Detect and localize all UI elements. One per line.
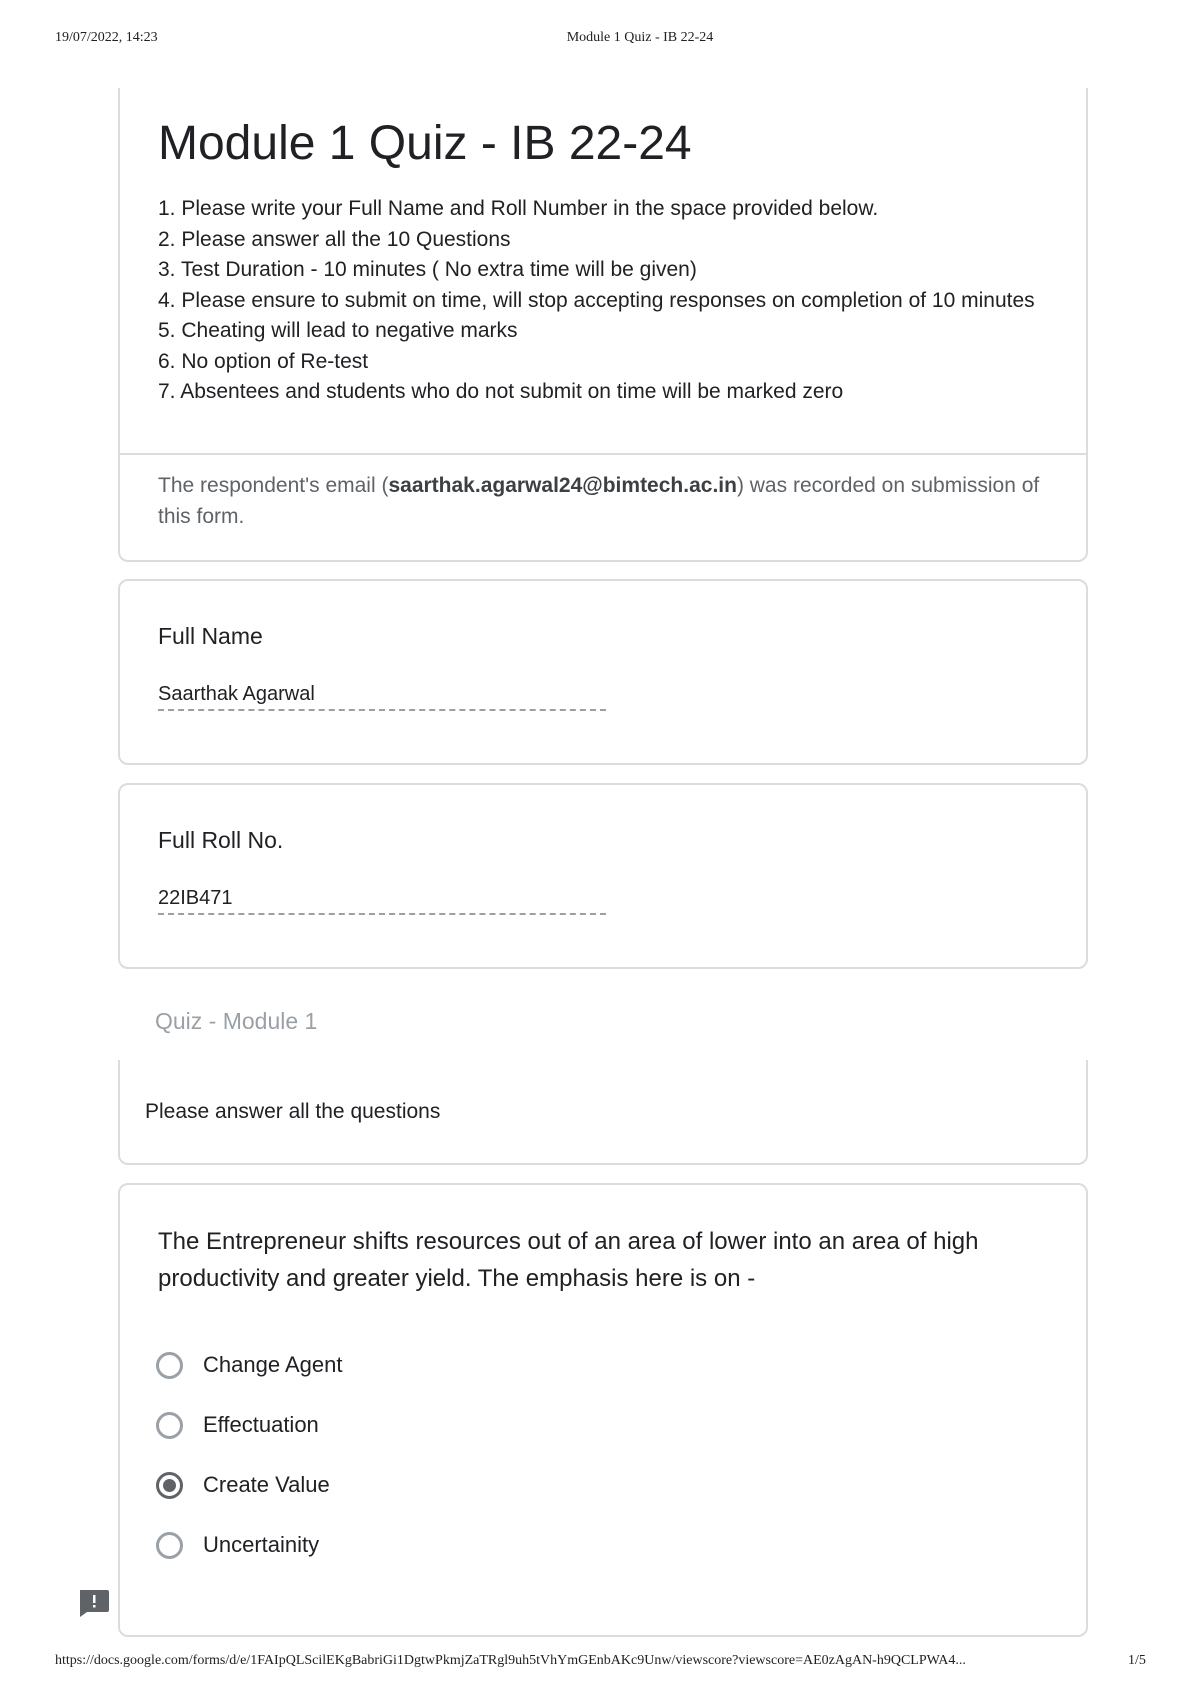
email-note-suffix: ) was recorded on submission of this form. [158, 474, 1040, 528]
option-label: Create Value [203, 1472, 330, 1497]
instruction-item: 6. No option of Re-test [158, 349, 369, 373]
instruction-item: 5. Cheating will lead to negative marks [158, 319, 518, 342]
full-name-field[interactable]: Saarthak Agarwal [158, 681, 606, 711]
form-instructions [158, 194, 1038, 408]
header-divider [120, 453, 1086, 455]
section-description: Please answer all the questions [145, 1100, 441, 1123]
print-datetime: 19/07/2022, 14:23 [55, 30, 158, 45]
respondent-email: saarthak.agarwal24@bimtech.ac.in [388, 474, 737, 497]
option-effectuation[interactable] [156, 1405, 319, 1445]
section-title: Quiz - Module 1 [155, 1008, 318, 1034]
option-label: Uncertainity [203, 1532, 320, 1557]
instruction-item: 4. Please ensure to submit on time, will stop accepting responses on completion of 10 minutes [158, 288, 1035, 312]
question-card [118, 1183, 1088, 1637]
roll-no-field[interactable]: 22IB471 [158, 885, 606, 915]
print-doc-title: Module 1 Quiz - IB 22-24 [566, 30, 714, 45]
option-label: Change Agent [203, 1352, 343, 1377]
full-name-question-card [118, 579, 1088, 765]
instruction-item: 3. Test Duration - 10 minutes ( No extra time will be given) [158, 258, 697, 281]
full-name-label: Full Name [158, 623, 263, 649]
radio-unchecked-icon[interactable] [156, 1532, 183, 1559]
email-note-prefix: The respondent's email ( [158, 474, 389, 497]
feedback-icon[interactable] [77, 1588, 110, 1618]
form-title: Module 1 Quiz - IB 22-24 [158, 117, 692, 170]
print-url: https://docs.google.com/forms/d/e/1FAIpQLScilEKgBabriGi1DgtwPkmjZaTRgl9uh5tVhYmGEnbAKc9Unw/viewscore?viewscore=AE0zAgAN-h9QCLPWA4... [55, 1653, 966, 1668]
section-description-card [118, 1060, 1088, 1165]
instruction-item: 2. Please answer all the 10 Questions [158, 227, 511, 251]
instruction-item: 1. Please write your Full Name and Roll Number in the space provided below. [158, 197, 879, 220]
instruction-item: 7. Absentees and students who do not submit on time will be marked zero [158, 380, 844, 403]
radio-checked-icon[interactable] [156, 1472, 183, 1499]
radio-unchecked-icon[interactable] [156, 1352, 183, 1379]
roll-no-label: Full Roll No. [158, 827, 284, 853]
option-uncertainity[interactable] [156, 1525, 319, 1565]
option-change-agent[interactable] [156, 1345, 342, 1385]
respondent-email-note [158, 471, 1058, 532]
option-create-value[interactable] [156, 1465, 330, 1505]
form-header-card [118, 88, 1088, 562]
question-text: The Entrepreneur shifts resources out of an area of lower into an area of high productivity and greater yield. The emphasis here is on - [158, 1228, 979, 1292]
roll-no-question-card [118, 783, 1088, 969]
print-footer [0, 1653, 1200, 1673]
radio-unchecked-icon[interactable] [156, 1412, 183, 1439]
print-header [0, 30, 1200, 50]
option-label: Effectuation [203, 1412, 319, 1437]
print-page-number: 1/5 [1128, 1653, 1146, 1668]
